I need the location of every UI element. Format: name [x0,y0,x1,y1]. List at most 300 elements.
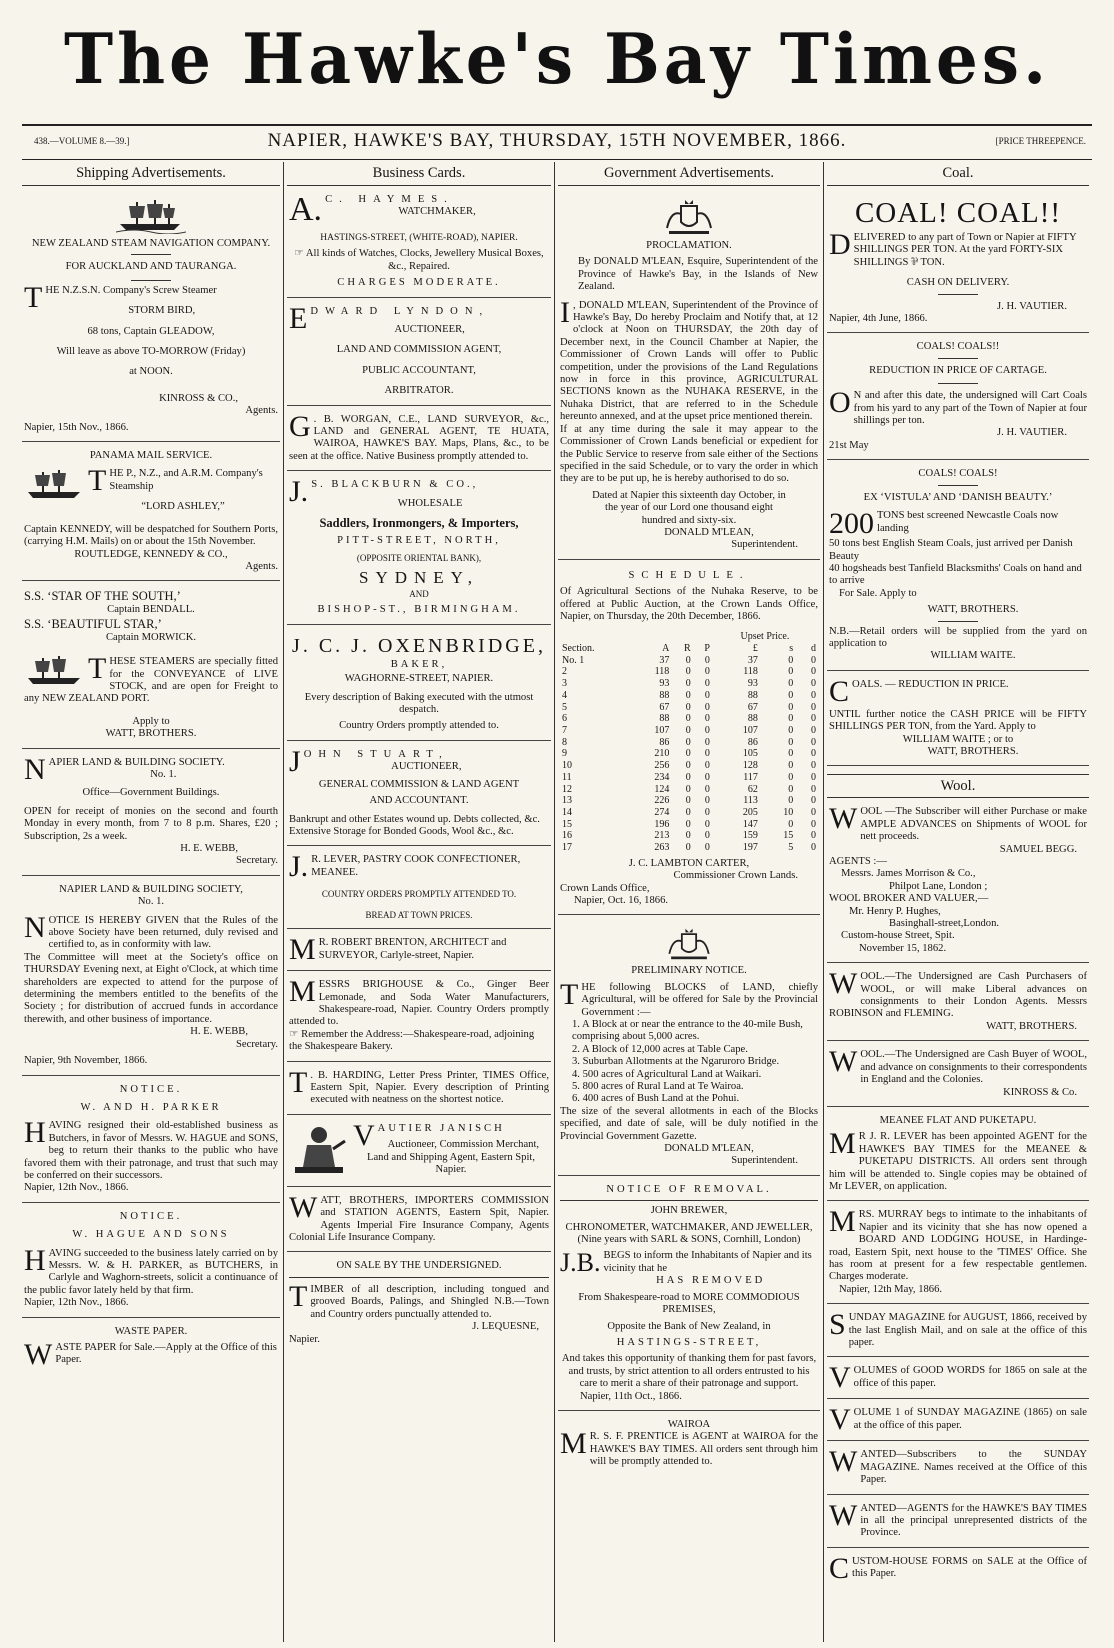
table-cell: 0 [811,783,816,795]
table-cell: 0 [811,725,816,736]
signature: DONALD M'LEAN, [664,526,754,538]
signature: Agents. [245,560,278,572]
table-cell: 9 [562,748,567,760]
drop-cap: J [289,748,301,778]
ad-preliminary [558,923,820,1176]
ad-text: N and after this date, the undersigned will Cart Coals from his yard to any part of the Town of Napier at four shillings per ton. [853,390,1087,427]
ship-name: STORM BIRD, [128,305,196,317]
steamship-icon [116,198,186,234]
ad-notice-hague [22,1211,280,1318]
ad-text: AND ACCOUNTANT. [369,795,469,807]
ad-coal-cartage [827,341,1089,460]
table-cell: 197 [742,842,758,854]
drop-cap: M [829,1127,856,1161]
ad-text: Remember the Address:—Shakespeare-road, adjoining the Shakespeare Bakery. [289,1028,535,1053]
table-row [560,807,818,819]
schedule-rows [560,655,818,854]
column-shipping [22,162,280,1642]
ad-text: TONS best screened Newcastle Coals now landing [877,510,1059,534]
table-cell: 0 [811,654,816,666]
table-cell: 0 [685,783,691,795]
city: SYDNEY, [358,567,479,587]
table-cell: 210 [654,748,670,760]
table-cell: 0 [788,795,794,807]
ad-text: HE following BLOCKS of LAND, chiefly Agricultural, will be offered for Sale by the Provincial Government :— [581,981,818,1018]
dateline [22,124,1092,160]
signature: J. H. VAUTIER. [997,427,1067,439]
ad-coal-vautier [827,194,1089,333]
business-name: S. BLACKBURN & CO., [311,479,479,491]
drop-cap: M [829,1209,856,1239]
section-heading: Business Cards. [287,162,551,186]
newspaper-title: The Hawke's Bay Times. [63,18,1051,100]
ad-text: R. LEVER, PASTRY COOK CONFECTIONER, MEANEE. [311,854,521,878]
drop-cap: M [560,1427,587,1461]
drop-cap: V [829,1365,851,1395]
business-name: DWARD LYNDON, [310,305,490,317]
table-cell: 0 [685,678,691,690]
table-cell: 0 [704,713,710,725]
ad-date: Napier, Oct. 16, 1866. [574,894,669,906]
ad-text: R. S. F. PRENTICE is AGENT at WAIROA for the HAWKE'S BAY TIMES. All orders sent through him will be promptly attended to. [589,1431,818,1468]
ad-text: OTICE IS HEREBY GIVEN that the Rules of the above Society have been returned, duly revised and certified to, as in conformity with law. [48,914,278,951]
table-cell: 6 [562,713,567,725]
table-cell: 118 [743,666,758,678]
ad-text: Crown Lands Office, [560,882,650,894]
table-cell: 0 [788,771,794,783]
column-header: d [811,643,816,655]
ad-text: R J. R. LEVER has been appointed AGENT for the HAWKE'S BAY TIMES for the MEANEE & PUKETAPU DISTRICTS. All orders sent through him will be attended to. Single copies may be obtained of Mr LEVER, on application. [829,1131,1087,1192]
table-cell: 0 [685,771,691,783]
ad-text: AGENTS :— [829,856,887,867]
list-item: 2. A Block of 12,000 acres at Table Cape. [572,1043,748,1055]
column-header: Section. [562,643,595,655]
table-cell: 0 [811,818,816,830]
table-cell: 117 [743,771,758,783]
masthead [0,4,1114,114]
ad-heading: SCHEDULE. [628,569,750,581]
price: [PRICE THREEPENCE. [995,136,1086,146]
ad-notice-parker [22,1084,280,1203]
ad-heading: PROCLAMATION. [646,240,732,251]
table-row [560,655,818,667]
column-coal-wool [827,162,1089,1642]
table-cell: 0 [811,795,816,807]
table-cell: 0 [704,783,710,795]
table-cell: 0 [704,689,710,701]
ad-text: HE N.Z.S.N. Company's Screw Steamer [45,284,217,296]
table-cell: 0 [811,771,816,783]
signature: J. H. VAUTIER. [997,300,1067,312]
table-row [560,737,818,749]
table-cell: 107 [654,725,670,736]
signature: DONALD M'LEAN, [664,1143,754,1155]
column-header: £ [752,643,758,655]
table-cell: 0 [685,818,691,830]
drop-cap: T [289,1279,308,1313]
table-row [560,713,818,725]
drop-cap: W [829,1502,858,1532]
table-cell: 107 [742,725,758,736]
table-cell: 0 [704,678,710,690]
ad-text: Auctioneer, Commission Merchant, Land and Shipping Agent, Eastern Spit, Napier. [366,1139,540,1176]
business-name: C. HAYMES. [325,194,454,205]
ad-text: Mr. Henry P. Hughes, [849,905,941,917]
table-cell: 0 [685,701,691,713]
pointing-hand-icon: ☞ [294,248,306,260]
drop-cap: H [24,1116,46,1150]
ad-removal [558,1184,820,1411]
ad-text: BREAD AT TOWN PRICES. [365,909,473,920]
table-cell: 0 [811,760,816,772]
table-cell: 0 [704,666,710,678]
table-cell: 0 [811,666,816,678]
table-cell: 88 [747,689,758,701]
ad-text: Messrs. James Morrison & Co., [841,868,976,880]
ad-brenton [287,937,551,971]
ad-text: Office—Government Buildings. [82,787,220,799]
table-cell: 274 [654,806,670,818]
drop-cap: S [829,1312,846,1342]
section-heading: Shipping Advertisements. [22,162,280,186]
ad-text: Country Orders promptly attended to. [339,720,499,732]
ad-text: HESE STEAMERS are specially fitted for the CONVEYANCE of LIVE STOCK, and are open for Freight to any NEW ZEALAND PORT. [24,656,278,705]
ad-text: Basinghall-street,London. [889,918,1000,930]
address: HASTINGS-STREET, (WHITE-ROAD), NAPIER. [320,233,518,243]
ad-date: Napier, 9th November, 1866. [24,1055,148,1067]
ad-text: All kinds of Watches, Clocks, Jewellery Musical Boxes, &c., Repaired. [305,248,544,272]
column-header: Upset Price. [740,631,790,643]
ad-text: LAND AND COMMISSION AGENT, [336,344,502,356]
section-heading: Coal. [827,162,1089,186]
ad-text: And takes this opportunity of thanking them for past favors, and trusts, by strict attention to all orders entrusted to his care to merit a share of their patronage and support. [561,1353,817,1390]
signature: WATT, BROTHERS. [927,604,1019,616]
royal-arms-icon [663,198,715,236]
ad-text: REDUCTION IN PRICE OF CARTAGE. [869,364,1047,376]
ad-text: PUBLIC ACCOUNTANT, [362,364,476,376]
ad-text: AUCTIONEER, [391,761,462,773]
ad-text: AND [409,588,429,599]
table-cell: 0 [704,818,710,830]
table-cell: 0 [811,689,816,701]
ad-text: WOOL BROKER AND VALUER,— [829,893,989,905]
address: PITT-STREET, NORTH, [337,535,501,547]
ad-schedule [558,568,820,916]
drop-cap: T [88,464,107,498]
table-cell: 12 [562,783,572,795]
signature: Agents. [245,405,278,417]
signature: WILLIAM WAITE. [930,650,1016,662]
ad-haymes [287,194,551,298]
trade: BAKER, [390,658,448,670]
table-cell: 5 [788,842,794,854]
table-cell: 0 [704,795,710,807]
ad-text: . B. HARDING, Letter Press Printer, TIMES Office, Eastern Spit, Napier. Every description of Printing executed with neatness on the shortest notice. [310,1069,549,1106]
ad-text: BEGS to inform the Inhabitants of Napier and its vicinity that he [603,1250,812,1274]
drop-cap: T [289,1069,308,1099]
ad-text: UNDAY MAGAZINE for AUGUST, 1866, received by the last English Mail, and on sale at the office of this paper. [848,1312,1087,1348]
table-cell: 159 [742,830,758,842]
business-name: OHN STUART, [303,748,449,760]
ad-building-society-2 [22,884,280,1076]
table-cell: 0 [811,748,816,760]
table-cell: 213 [654,830,670,842]
drop-cap: V [829,1407,851,1437]
table-row [560,690,818,702]
issue-number: 438.—VOLUME 8.—39.] [34,136,130,146]
ad-text: Apply to [132,715,170,727]
table-cell: 147 [742,818,758,830]
ad-text: Of Agricultural Sections of the Nuhaka Reserve, to be offered at Public Auction, at the Crown Lands Office, Napier, on Thursday, the 20th December, 1866. [560,586,818,622]
signature: SAMUEL BEGG. [999,843,1077,855]
table-cell: 113 [743,795,758,807]
ad-text: GENERAL COMMISSION & LAND AGENT [318,778,520,790]
ad-heading: COALS! COALS! [918,468,998,480]
trade: Saddlers, Ironmongers, & Importers, [319,516,519,531]
drop-cap: W [829,1049,858,1079]
ad-text: OPEN for receipt of monies on the second and fourth Monday in every month, from 7 to 8 p.m. Shares, £20 ; Subscription, 2s a week. [24,805,278,842]
drop-cap: J. [289,854,309,884]
list-item: 6. 400 acres of Bush Land at the Pohui. [572,1093,740,1105]
table-cell: 0 [685,713,691,725]
ad-text: Extensive Storage for Bonded Goods, Wool &c., &c. [289,825,514,837]
table-cell: 86 [747,736,758,748]
ship-detail: 68 tons, Captain GLEADOW, [87,325,215,337]
ad-text: AUCTIONEER, [394,324,465,336]
table-row [560,795,818,807]
table-cell: 0 [704,806,710,818]
table-cell: 13 [562,795,572,807]
ad-text: Custom-house Street, Spit. [841,930,955,942]
ad-wairoa [558,1419,820,1476]
table-cell: 62 [747,783,758,795]
drop-cap: W [829,971,858,1001]
table-cell: 196 [654,818,670,830]
drop-cap: V [353,1122,375,1152]
table-row [560,819,818,831]
ad-date: Napier, 12th May, 1866. [839,1283,943,1295]
table-cell: 0 [704,701,710,713]
table-row [560,760,818,772]
drop-cap: M [289,979,316,1009]
ship-name: S.S. ‘BEAUTIFUL STAR,’ [24,616,162,631]
table-cell: 128 [742,760,758,772]
ad-text: COUNTRY ORDERS PROMPTLY ATTENDED TO. [321,889,517,900]
ad-text: N.B.—Retail orders will be supplied from the yard on application to [829,625,1087,649]
table-cell: 0 [788,654,794,666]
ad-good-words [827,1365,1089,1399]
ad-date: Napier, 12th Nov., 1866. [24,1182,129,1194]
table-cell: 3 [562,678,567,690]
table-cell: 0 [685,748,691,760]
signature: Commissioner Crown Lands. [673,870,798,882]
ad-murray [827,1209,1089,1304]
table-cell: 86 [659,736,670,748]
ad-heading: ON SALE BY THE UNDERSIGNED. [336,1260,502,1272]
table-cell: 205 [742,806,758,818]
ship-name: “LORD ASHLEY,” [141,501,225,513]
ad-text: 50 tons best English Steam Coals, just arrived per Danish Beauty [829,538,1073,562]
table-cell: 0 [788,725,794,736]
ship-name: S.S. ‘STAR OF THE SOUTH,’ [24,589,181,604]
ad-text: The Committee will meet at the Society's office on THURSDAY Evening next, at Eight o'Clock, at which time shareholders are expected to attend for the purpose of determining the members entitled to the benefits of the Society ; for distribution of accrued funds in accordance therewith, and other business of importance. [24,951,278,1025]
ad-text: ELIVERED to any part of Town or Napier at FIFTY SHILLINGS PER TON. At the yard FORTY-SIX SHILLINGS ⅌ TON. [853,232,1077,268]
section-heading: Government Advertisements. [558,162,820,186]
table-cell: 0 [685,654,691,666]
table-cell: 10 [562,760,572,772]
table-cell: 0 [704,654,710,666]
table-cell: 0 [811,842,816,854]
table-row [560,666,818,678]
ad-text: AVING resigned their old-established business as Butchers, in favor of Messrs. W. HAGUE and SONS, beg to return their thanks to the public who have favored them with their patronage, and trust that such may be conferred on their successors. [24,1120,278,1181]
ad-text: Will leave as above TO-MORROW (Friday) [56,346,246,358]
table-cell: 0 [811,736,816,748]
drop-cap: C [829,678,850,708]
column-rule [823,162,824,1642]
column-rule [283,162,284,1642]
column-header: A [662,643,670,655]
table-row [560,702,818,714]
ad-heading: PRELIMINARY NOTICE. [631,965,747,977]
ad-lever [287,854,551,929]
signature: WATT, BROTHERS. [986,1020,1077,1032]
signature: WATT, BROTHERS. [927,745,1019,757]
ad-stars [22,589,280,748]
signature: ROUTLEDGE, KENNEDY & CO., [74,548,228,560]
table-cell: 0 [788,678,794,690]
steamship-icon [24,654,84,688]
table-cell: 0 [685,666,691,678]
ad-wanted-subscribers [827,1449,1089,1494]
table-cell: 7 [562,725,567,736]
ad-text: ANTED—AGENTS for the HAWKE'S BAY TIMES in all the principal unrepresented districts of the Province. [860,1502,1087,1539]
table-cell: 67 [659,701,670,713]
trade: CHRONOMETER, WATCHMAKER, AND JEWELLER, [565,1221,813,1233]
ad-date: November 15, 1862. [859,942,947,954]
block-list [560,1019,818,1106]
ad-building-society-1 [22,757,280,876]
table-cell: 0 [788,701,794,713]
table-cell: 0 [788,783,794,795]
ad-text: . B. WORGAN, C.E., LAND SURVEYOR, &c., LAND and GENERAL AGENT, TE HUATA, WAIROA, HAWKE'S BAY. Maps, Plans, &c., to be seen at the office. Native Business promptly attended to. [289,413,549,462]
ad-text: No. 1. [150,768,177,780]
drop-cap: T [88,652,107,686]
column-header: P [704,643,710,655]
table-cell: 105 [742,748,758,760]
drop-cap: D [829,228,851,261]
table-cell: 0 [788,748,794,760]
signature: Secretary. [236,1038,278,1050]
ad-text: If at any time during the sale it may appear to the Commissioner of Crown Lands beneficial or expedient for the Public Service to reserve from sale either of the Sections specified in the said Schedule, or to vary the order in which they are to be put up, he is hereby authorised to do so. [560,423,818,485]
ad-worgan [287,414,551,472]
table-cell: 0 [704,771,710,783]
signature: J. LEQUESNE, [472,1321,539,1333]
royal-arms-icon [663,927,715,961]
ad-text: IMBER of all description, including tongued and grooved Boards, Palings, and Shingled N.B.—Town and Country orders punctually attended to. [310,1283,549,1320]
table-cell: 263 [654,842,670,854]
drop-cap: I [560,295,570,329]
address: BISHOP-ST., BIRMINGHAM. [317,604,521,616]
table-cell: 88 [659,713,670,725]
table-cell: 37 [659,654,670,666]
table-cell: 14 [562,806,572,818]
table-row [560,678,818,690]
ad-text: (Nine years with SARL & SONS, Cornhill, London) [577,1234,801,1246]
table-cell: 0 [811,678,816,690]
table-cell: 0 [704,842,710,854]
company-name: NEW ZEALAND STEAM NAVIGATION COMPANY. [31,238,271,249]
ad-wanted-agents [827,1503,1089,1548]
table-row [560,830,818,842]
ad-text: UNTIL further notice the CASH PRICE will be FIFTY SHILLINGS PER TON, from the Yard. Apply to [829,708,1087,733]
table-cell: 11 [562,771,572,783]
ad-text: OOL.—The Undersigned are Cash Purchasers of WOOL, or will make Liberal advances on consignments to their London Agents. Messrs ROBINSON and FLEMING. [829,971,1087,1020]
ad-text: Every description of Baking executed with the utmost despatch. [304,691,534,715]
table-cell: 0 [685,842,691,854]
drop-cap: 200 [829,507,874,541]
drop-cap: M [289,937,316,967]
ad-date: 21st May [829,439,869,451]
firm-name: W. HAGUE AND SONS [72,1229,230,1241]
ad-text: For Sale. Apply to [839,587,917,599]
table-cell: 0 [685,736,691,748]
ad-heading: WAIROA [667,1418,711,1430]
ad-blackburn [287,479,551,624]
ad-brighouse [287,979,551,1061]
ad-date: Napier, 12th Nov., 1866. [24,1297,129,1309]
drop-cap: T [560,977,579,1011]
drop-cap: G [289,413,311,443]
table-cell: 5 [562,701,567,713]
ad-watt [287,1195,551,1253]
ad-custom-house [827,1556,1089,1589]
table-cell: 0 [788,760,794,772]
table-cell: 0 [704,725,710,736]
column-government [558,162,820,1642]
table-cell: 226 [654,795,670,807]
ad-text: HAS REMOVED [656,1275,766,1287]
steamship-icon [24,468,84,502]
ad-text: at NOON. [129,366,173,378]
pointing-hand-icon: ☞ [289,1028,302,1040]
trade: WATCHMAKER, [398,206,476,218]
drop-cap: N [24,756,46,786]
ad-heading: COAL! COAL!! [854,197,1062,229]
ad-text: EX ‘VISTULA’ AND ‘DANISH BEAUTY.’ [863,491,1053,503]
table-cell: 0 [788,666,794,678]
ad-heading: MEANEE FLAT AND PUKETAPU. [879,1114,1037,1126]
ad-text: No. 1. [137,896,165,908]
table-cell: 93 [747,678,758,690]
ad-text: ARBITRATOR. [384,385,454,397]
ad-heading: PANAMA MAIL SERVICE. [89,450,213,462]
ad-text: Opposite the Bank of New Zealand, in [607,1320,771,1332]
ad-date: Napier, 11th Oct., 1866. [580,1390,682,1402]
table-cell: 0 [685,830,691,842]
table-cell: 37 [747,654,758,666]
ad-waste-paper [22,1326,280,1375]
ad-proclamation [558,194,820,560]
ad-wool-kinross [827,1049,1089,1107]
address: WAGHORNE-STREET, NAPIER. [344,673,494,685]
table-cell: 0 [685,760,691,772]
ad-lequesne [287,1260,551,1352]
ad-panama [22,450,280,581]
ad-meanee [827,1115,1089,1201]
ad-sunday-magazine [827,1312,1089,1357]
ad-text: OOL.—The Undersigned are Cash Buyer of WOOL, and advance on consignments to their correspondents in England and the Colonies. [860,1049,1087,1086]
ad-text: Dated at Napier this sixteenth day October, in the year of our Lord one thousand eight hundred and sixty-six. [592,489,786,526]
